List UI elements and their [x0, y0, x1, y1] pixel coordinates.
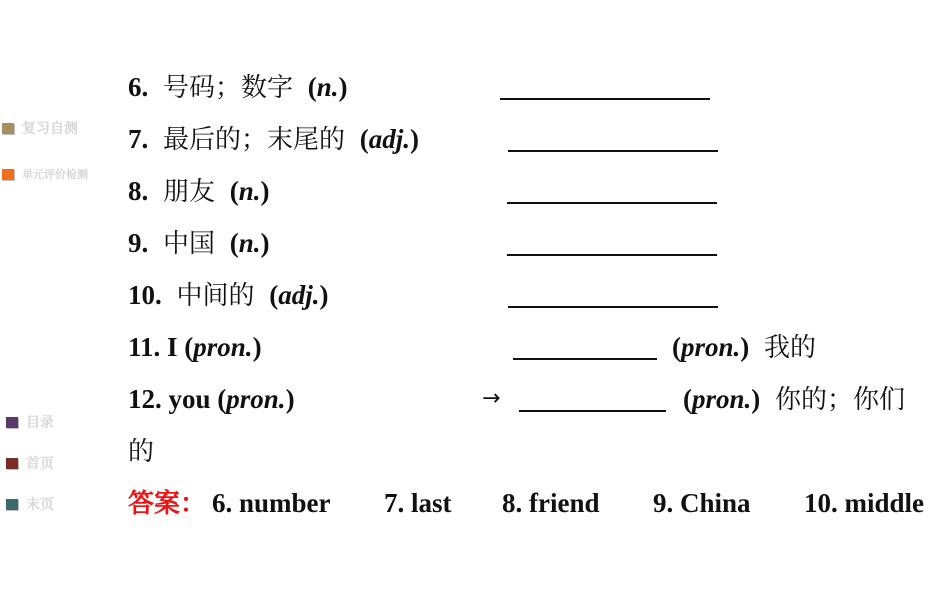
- item-word: you: [168, 384, 211, 414]
- item-pos: (n.): [229, 228, 270, 258]
- item-pos: (n.): [229, 176, 270, 206]
- answer-item: 10. middle: [804, 488, 925, 518]
- answer-label: 答案：: [128, 489, 207, 519]
- answer-blank[interactable]: [507, 226, 717, 256]
- item-chinese: 朋友: [163, 177, 216, 207]
- item-pos: (pron.): [184, 332, 262, 362]
- item-after: (pron.) 我的: [672, 332, 817, 363]
- exercise-line: [128, 122, 419, 156]
- item-number: 11.: [128, 332, 161, 362]
- exercise-line: [128, 382, 943, 416]
- item-number: 6.: [128, 72, 149, 102]
- book-icon: [2, 123, 14, 134]
- answer-item: 9. China: [653, 488, 751, 518]
- answer-blank[interactable]: [507, 174, 717, 204]
- book-icon: [2, 169, 14, 180]
- exercise-line: [128, 174, 270, 208]
- item-number: 10.: [128, 280, 162, 310]
- answer-line: [128, 486, 938, 520]
- nav-toc-label: 目录: [26, 415, 54, 431]
- item-after-chinese: 你的；你们: [775, 385, 906, 415]
- nav-unit-test[interactable]: [2, 166, 88, 182]
- answer-blank[interactable]: [513, 330, 657, 360]
- exercise-line: [128, 330, 928, 364]
- item-number: 9.: [128, 228, 149, 258]
- item-word: I: [167, 332, 178, 362]
- item-number: 12.: [128, 384, 162, 414]
- item-chinese: 中国: [163, 229, 216, 259]
- item-pos: (adj.): [359, 124, 420, 154]
- item-chinese: 中间的: [176, 281, 255, 311]
- item-pos: (adj.): [269, 280, 329, 310]
- item-number: 8.: [128, 176, 149, 206]
- answer-blank[interactable]: [519, 382, 666, 412]
- book-icon: [6, 458, 18, 469]
- answer-item: 6. number: [212, 488, 331, 518]
- item-number: 7.: [128, 124, 149, 154]
- answer-blank[interactable]: [500, 70, 710, 100]
- item-after: (pron.) 你的；你们: [683, 384, 906, 415]
- answer-item: 7. last: [384, 488, 452, 518]
- answer-item: 8. friend: [502, 488, 600, 518]
- exercise-line: [128, 70, 348, 104]
- nav-toc[interactable]: [6, 412, 54, 432]
- nav-end-label: 末页: [26, 497, 54, 513]
- item-chinese: 最后的；末尾的: [163, 125, 346, 155]
- nav-end[interactable]: [6, 494, 54, 514]
- answer-blank[interactable]: [508, 122, 718, 152]
- item-pos: (n.): [307, 72, 348, 102]
- exercise-line-wrap: [128, 434, 154, 468]
- book-icon: [6, 499, 18, 510]
- item-chinese: 号码；数字: [163, 73, 294, 103]
- nav-review[interactable]: [2, 118, 78, 138]
- exercise-line: [128, 226, 270, 260]
- answer-blank[interactable]: [508, 278, 718, 308]
- nav-home-label: 首页: [26, 456, 54, 472]
- item-wrap-chinese: 的: [128, 437, 155, 467]
- arrow-icon: →: [482, 386, 501, 411]
- nav-home[interactable]: [6, 453, 54, 473]
- exercise-line: [128, 278, 329, 312]
- item-after-chinese: 我的: [764, 333, 817, 363]
- item-pos: (pron.): [217, 384, 295, 414]
- nav-review-label: 复习自测: [22, 121, 78, 137]
- nav-unit-test-label: 单元评价检测: [22, 168, 88, 181]
- book-icon: [6, 417, 18, 428]
